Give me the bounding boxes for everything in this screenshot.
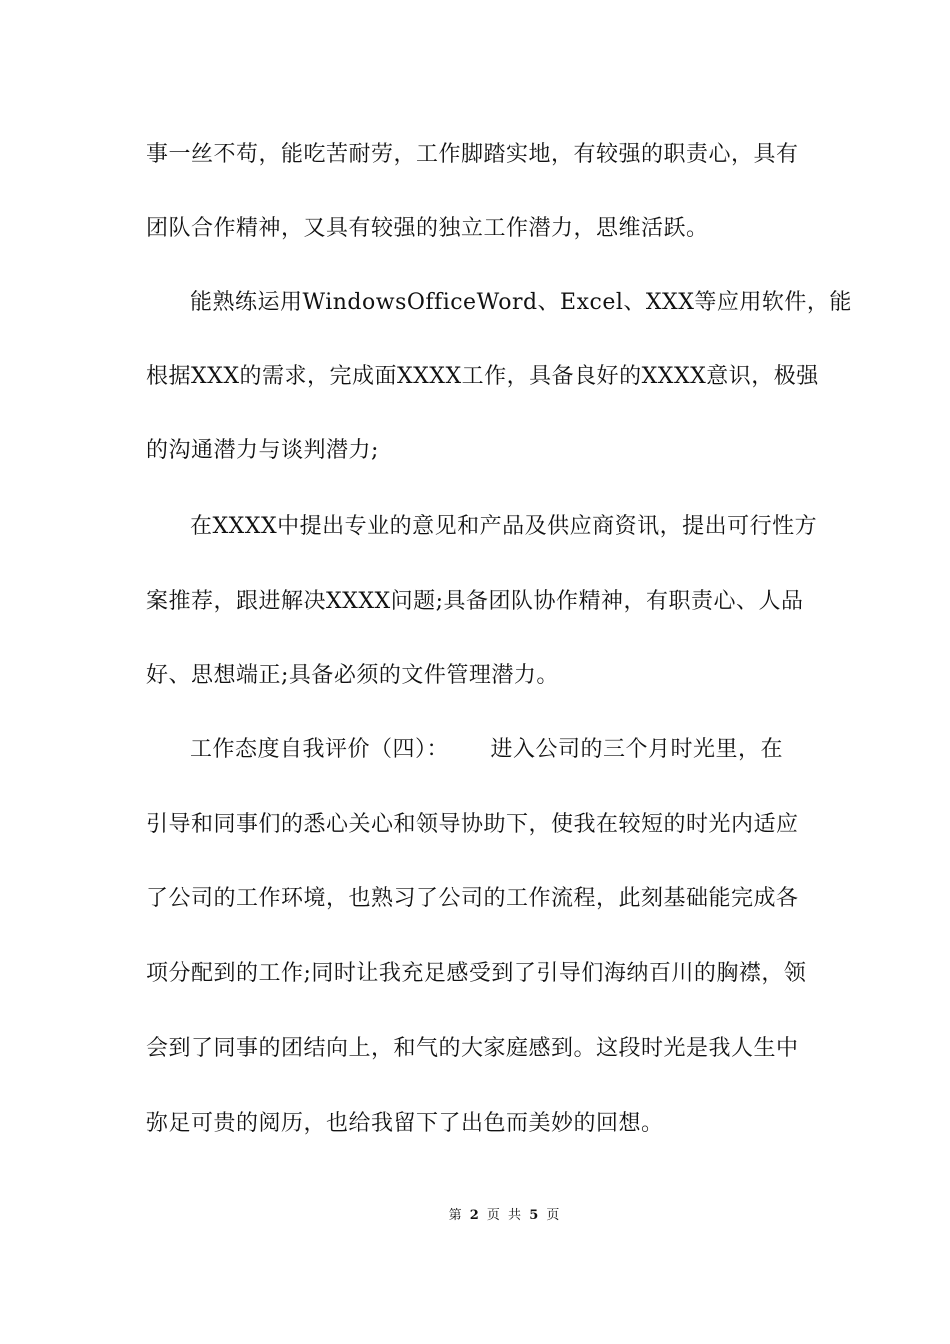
- paragraph-start-line: 能熟练运用WindowsOfficeWord、Excel、XXX等应用软件，能: [190, 290, 852, 315]
- text-line: 根据XXX的需求，完成面XXXX工作，具备良好的XXXX意识，极强: [146, 364, 819, 389]
- total-pages-number: 5: [529, 1208, 541, 1223]
- text-line: 项分配到的工作;同时让我充足感受到了引导们海纳百川的胸襟，领: [146, 961, 807, 986]
- text-line: 好、思想端正;具备必须的文件管理潜力。: [146, 663, 559, 688]
- text-line: 会到了同事的团结向上，和气的大家庭感到。这段时光是我人生中: [146, 1036, 799, 1061]
- text-line: 团队合作精神，又具有较强的独立工作潜力，思维活跃。: [146, 216, 709, 241]
- paragraph-start-line: 工作态度自我评价（四）： 进入公司的三个月时光里，在: [190, 737, 783, 762]
- text-line: 引导和同事们的悉心关心和领导协助下，使我在较短的时光内适应: [146, 812, 799, 837]
- paragraph-start-line: 在XXXX中提出专业的意见和产品及供应商资讯，提出可行性方: [190, 514, 818, 539]
- text-line: 的沟通潜力与谈判潜力;: [146, 438, 379, 463]
- footer-middle: 页 共: [486, 1208, 524, 1223]
- footer-suffix: 页: [546, 1208, 562, 1223]
- current-page-number: 2: [469, 1208, 481, 1223]
- footer-prefix: 第: [448, 1208, 464, 1223]
- text-line: 案推荐，跟进解决XXXX问题;具备团队协作精神，有职责心、人品: [146, 589, 804, 614]
- text-line: 弥足可贵的阅历，也给我留下了出色而美妙的回想。: [146, 1111, 664, 1136]
- text-line: 了公司的工作环境，也熟习了公司的工作流程，此刻基础能完成各: [146, 886, 799, 911]
- page-footer: [0, 1206, 950, 1226]
- text-line: 事一丝不苟，能吃苦耐劳，工作脚踏实地，有较强的职责心，具有: [146, 142, 799, 167]
